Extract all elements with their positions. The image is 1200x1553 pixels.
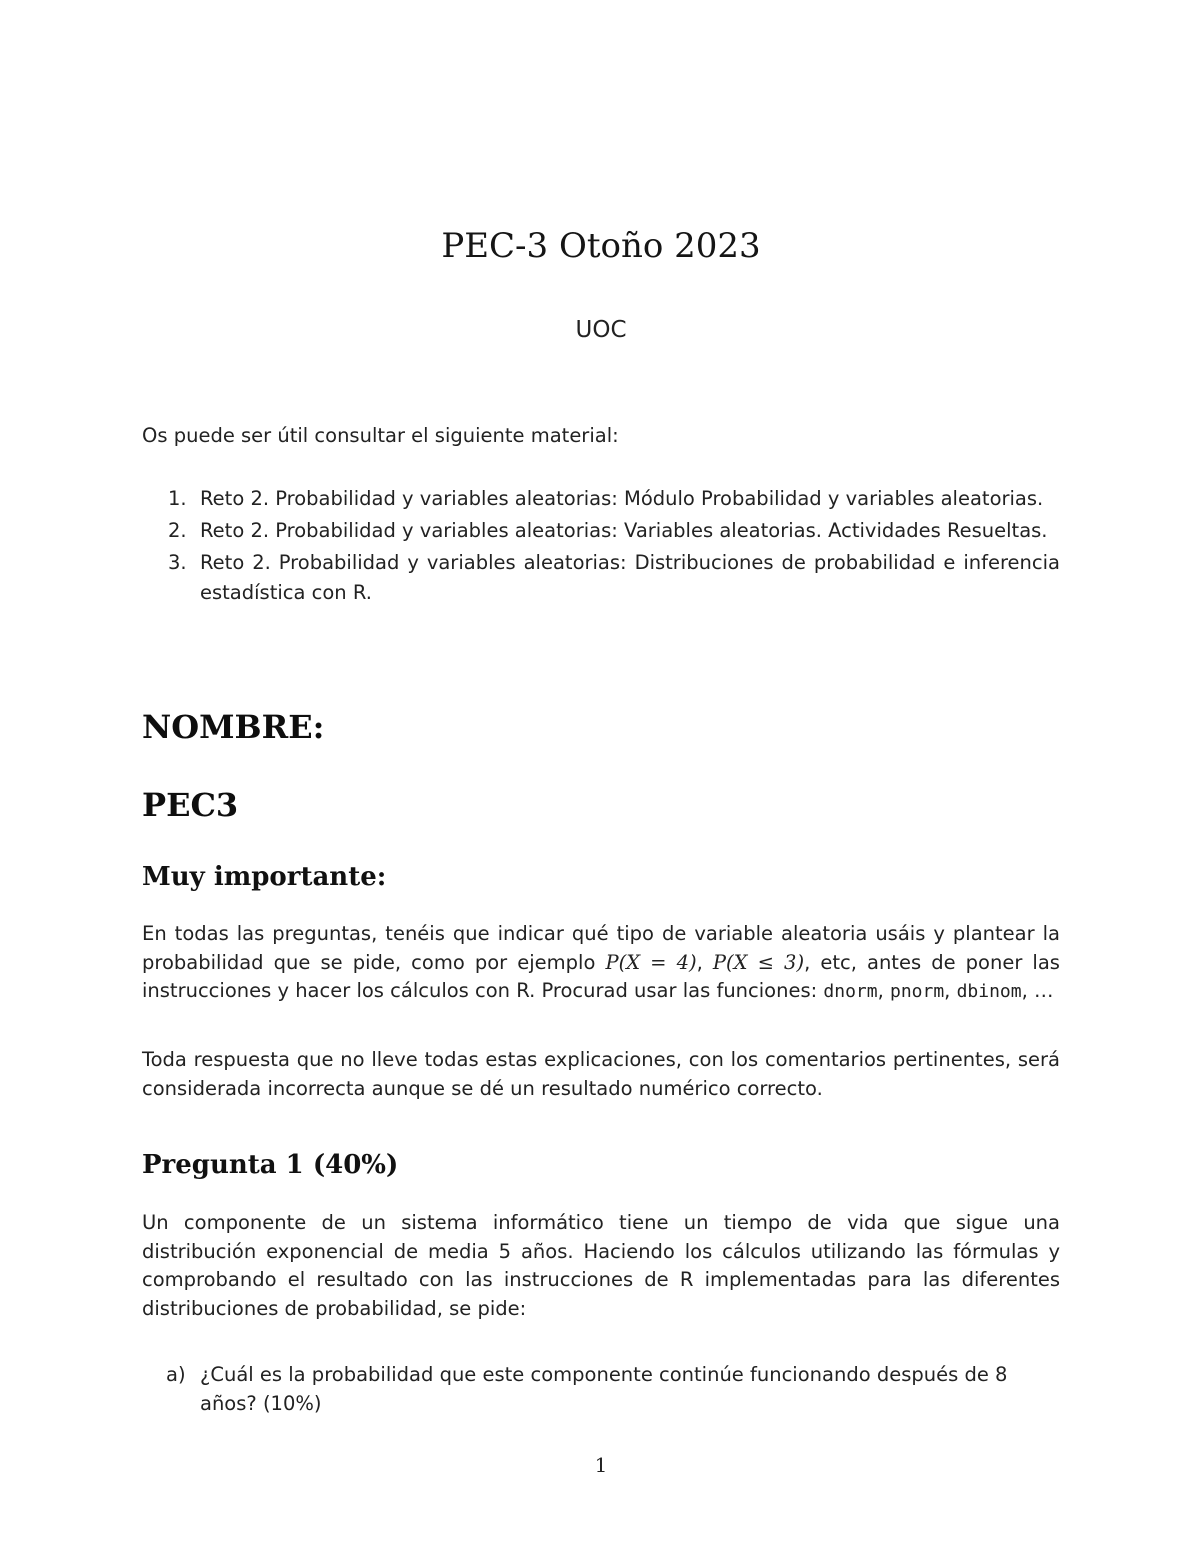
function-name: dbinom xyxy=(956,981,1022,1002)
heading-pregunta-1: Pregunta 1 (40%) xyxy=(142,1150,399,1180)
question-item xyxy=(142,1360,1060,1418)
function-name: pnorm xyxy=(889,981,945,1002)
math-expression: P(X = 4) xyxy=(605,950,697,974)
list-item-text: Reto 2. Probabilidad y variables aleatorias: Distribuciones de probabilidad e inferencia estadística con R. xyxy=(200,551,1060,604)
importante-text-2: , etc, antes de poner las instrucciones y hacer los cálculos con R. Procurad usar las funciones: xyxy=(142,950,1060,1002)
question-item-text: ¿Cuál es la probabilidad que este componente continúe funcionando después de 8 años? (10%) xyxy=(200,1363,1008,1415)
list-item xyxy=(142,548,1060,608)
heading-nombre: NOMBRE: xyxy=(142,708,325,746)
document-author: UOC xyxy=(575,317,627,343)
list-item-number: 2. xyxy=(168,519,187,542)
heading-importante: Muy importante: xyxy=(142,862,387,892)
importante-paragraph-1: En todas las preguntas, tenéis que indicar qué tipo de variable aleatoria usáis y plantear la probabilidad que se pide, como por ejemplo P(X = 4), P(X ≤ 3), etc, antes de poner las instrucciones y hacer los cálculos con R. Procurad usar las funciones: dnorm, pnorm, dbinom, … xyxy=(142,922,1060,1002)
pregunta-1-text: Un componente de un sistema informático tiene un tiempo de vida que sigue una distribución exponencial de media 5 años. Haciendo los cálculos utilizando las fórmulas y comprobando el resultado con las instrucciones de R implementadas para las diferentes distribuciones de probabilidad, se pide: xyxy=(142,1211,1060,1320)
importante-text-1: En todas las preguntas, tenéis que indicar qué tipo de variable aleatoria usáis y plantear la probabilidad que se pide, como por ejemplo xyxy=(142,922,1060,974)
page-number: 1 xyxy=(594,1453,608,1477)
list-item-number: 1. xyxy=(168,487,187,510)
list-item-text: Reto 2. Probabilidad y variables aleatorias: Variables aleatorias. Actividades Resueltas. xyxy=(200,519,1048,542)
document-page xyxy=(142,0,1060,1553)
function-name: dnorm xyxy=(823,981,878,1002)
math-expression: P(X ≤ 3) xyxy=(712,950,805,974)
list-item xyxy=(142,484,1060,514)
ellipsis: … xyxy=(1034,979,1054,1002)
materials-list xyxy=(142,484,1060,610)
list-item-number: 3. xyxy=(168,551,187,574)
importante-paragraph-2: Toda respuesta que no lleve todas estas explicaciones, con los comentarios pertinentes, será considerada incorrecta aunque se dé un resultado numérico correcto. xyxy=(142,1048,1060,1100)
math-separator: , xyxy=(696,950,703,974)
question-item-label: a) xyxy=(166,1363,186,1386)
list-item xyxy=(142,516,1060,546)
list-item-text: Reto 2. Probabilidad y variables aleatorias: Módulo Probabilidad y variables aleatorias. xyxy=(200,487,1044,510)
heading-pec: PEC3 xyxy=(142,786,239,824)
document-title: PEC-3 Otoño 2023 xyxy=(441,226,761,266)
intro-text: Os puede ser útil consultar el siguiente material: xyxy=(142,424,619,447)
